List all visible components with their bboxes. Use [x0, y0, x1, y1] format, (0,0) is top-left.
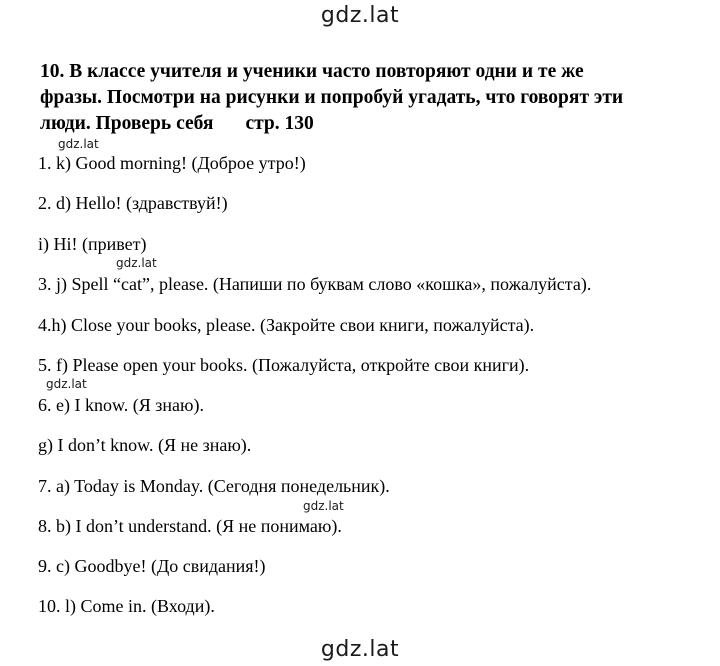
answer-line-8: g) I don’t know. (Я не знаю). — [38, 435, 252, 455]
task-heading — [40, 59, 680, 137]
watermark-small-3: gdz.lat — [46, 377, 87, 391]
answer-line-10: 8. b) I don’t understand. (Я не понимаю). — [38, 516, 342, 536]
watermark-small-2: gdz.lat — [116, 256, 157, 270]
task-heading-line-3 — [40, 111, 680, 137]
page-reference: стр. 130 — [245, 113, 314, 134]
answer-line-12: 10. l) Come in. (Входи). — [38, 596, 215, 616]
answer-line-11: 9. c) Goodbye! (До свидания!) — [38, 556, 266, 576]
task-heading-line-1: 10. В классе учителя и ученики часто повторяют одни и те же — [40, 61, 584, 82]
answer-line-3: i) Hi! (привет) — [38, 234, 147, 254]
answer-line-5: 4.h) Close your books, please. (Закройте свои книги, пожалуйста). — [38, 315, 535, 335]
watermark-small-1: gdz.lat — [58, 137, 99, 151]
watermark-top: gdz.lat — [320, 3, 400, 28]
answer-line-2: 2. d) Hello! (здравствуй!) — [38, 193, 228, 213]
answer-line-9: 7. a) Today is Monday. (Сегодня понедельник). — [38, 476, 390, 496]
answer-line-1: 1. k) Good morning! (Доброе утро!) — [38, 153, 306, 173]
task-heading-line-2: фразы. Посмотри на рисунки и попробуй угадать, что говорят эти — [40, 87, 624, 108]
answer-line-4: 3. j) Spell “cat”, please. (Напиши по буквам слово «кошка», пожалуйста). — [38, 274, 592, 294]
watermark-bottom: gdz.lat — [320, 637, 400, 662]
task-heading-line-3-text: люди. Проверь себя — [40, 113, 214, 134]
answer-line-7: 6. e) I know. (Я знаю). — [38, 395, 204, 415]
watermark-small-4: gdz.lat — [303, 499, 344, 513]
answer-line-6: 5. f) Please open your books. (Пожалуйста, откройте свои книги). — [38, 355, 530, 375]
